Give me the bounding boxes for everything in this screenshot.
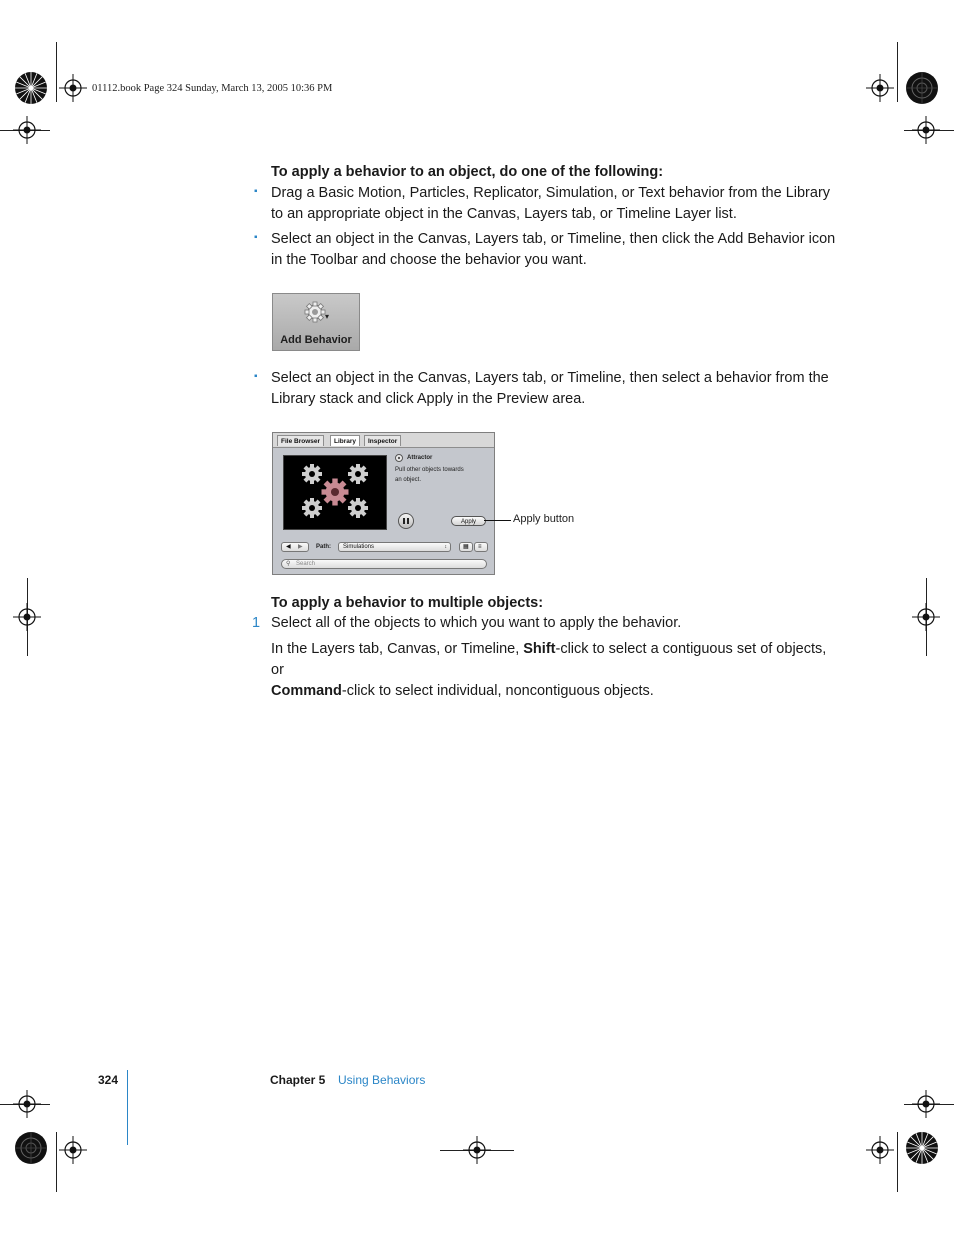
behavior-name: Attractor <box>407 455 433 461</box>
tab-file-browser[interactable]: File Browser <box>277 435 324 446</box>
bullet-marker: ▪ <box>254 186 258 197</box>
chapter-label: Chapter 5 <box>270 1073 326 1087</box>
list-item-line: to an appropriate object in the Canvas, Layers tab, or Timeline Layer list. <box>271 206 737 222</box>
callout-line <box>484 520 511 521</box>
book-header: 01112.book Page 324 Sunday, March 13, 2005 10:36 PM <box>92 83 333 94</box>
paragraph-line <box>271 639 841 681</box>
chapter-title[interactable]: Using Behaviors <box>338 1073 426 1087</box>
updown-arrow-icon: ↕ <box>444 544 447 550</box>
list-item-line: Library stack and click Apply in the Preview area. <box>271 391 586 407</box>
behavior-description: Pull other objects towards <box>395 467 464 473</box>
step-text: Select all of the objects to which you want to apply the behavior. <box>271 615 682 631</box>
search-input[interactable] <box>281 559 487 569</box>
footer-divider <box>127 1070 128 1145</box>
grid-icon: ▦ <box>463 544 469 550</box>
add-behavior-label: Add Behavior <box>280 334 352 346</box>
list-view-button[interactable] <box>474 542 488 552</box>
shift-key: Shift <box>523 641 556 657</box>
list-item-line: Drag a Basic Motion, Particles, Replicator, Simulation, or Text behavior from the Library <box>271 185 831 201</box>
path-label: Path: <box>316 544 331 550</box>
search-placeholder: Search <box>296 561 316 567</box>
section-heading: To apply a behavior to an object, do one of the following: <box>271 164 664 180</box>
bullet-marker: ▪ <box>254 371 258 382</box>
list-item <box>271 368 841 410</box>
text-run: -click to select a contiguous set of objects, or <box>271 641 827 678</box>
library-panel-figure <box>272 432 495 575</box>
list-item <box>271 229 841 271</box>
paragraph <box>271 639 841 702</box>
list-item-line: Select an object in the Canvas, Layers tab, or Timeline, then click the Add Behavior icon <box>271 231 836 247</box>
list-item <box>271 183 841 225</box>
page-number: 324 <box>98 1073 119 1087</box>
forward-arrow-icon[interactable]: ▶ <box>298 544 303 550</box>
pause-button[interactable] <box>398 513 414 529</box>
paragraph-line <box>271 681 841 702</box>
bullet-marker: ▪ <box>254 232 258 243</box>
command-key: Command <box>271 683 342 699</box>
back-forward-buttons[interactable] <box>281 542 309 552</box>
dropdown-arrow-icon: ▾ <box>325 312 330 321</box>
list-item-line: in the Toolbar and choose the behavior you want. <box>271 252 587 268</box>
apply-button[interactable]: Apply <box>451 516 486 526</box>
path-value: Simulations <box>343 544 375 550</box>
add-behavior-figure <box>272 293 360 351</box>
gears-preview-icon <box>284 456 386 529</box>
back-arrow-icon[interactable]: ◀ <box>286 544 291 550</box>
icon-view-button[interactable] <box>459 542 473 552</box>
step-number: 1 <box>252 615 261 631</box>
section-heading: To apply a behavior to multiple objects: <box>271 595 544 611</box>
panel-tab-bar <box>273 433 494 448</box>
path-popup[interactable] <box>338 542 451 552</box>
list-icon: ≡ <box>478 544 482 550</box>
text-run: In the Layers tab, Canvas, or Timeline, <box>271 641 524 657</box>
list-item-line: Select an object in the Canvas, Layers tab, or Timeline, then select a behavior from the <box>271 370 829 386</box>
behavior-gear-icon <box>394 453 404 463</box>
search-icon: ⚲ <box>286 561 291 567</box>
tab-library[interactable]: Library <box>330 435 360 446</box>
callout-label: Apply button <box>513 513 575 525</box>
text-run: -click to select individual, noncontiguous objects. <box>341 683 654 699</box>
tab-inspector[interactable]: Inspector <box>364 435 401 446</box>
preview-area <box>283 455 387 530</box>
behavior-description: an object. <box>395 477 422 483</box>
